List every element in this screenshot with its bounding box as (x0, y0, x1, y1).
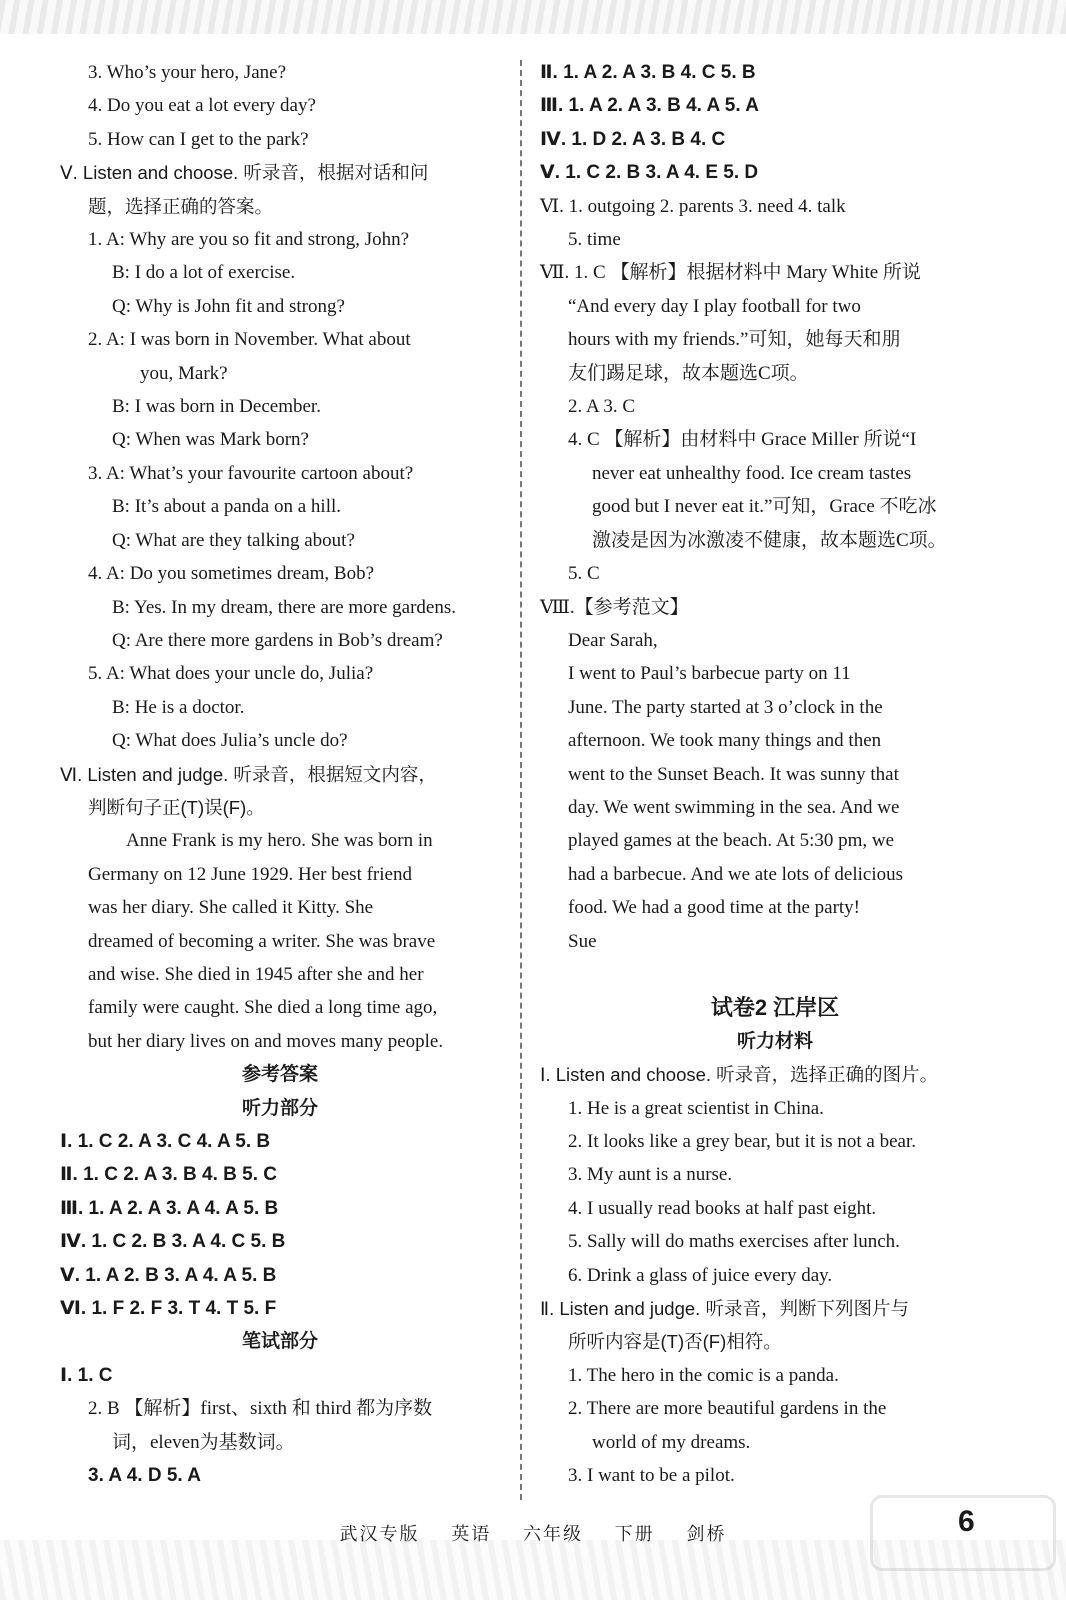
text-line: played games at the beach. At 5:30 pm, we (568, 830, 895, 852)
text-line: Ⅱ. 1. A 2. A 3. B 4. C 5. B (540, 62, 756, 83)
text-line: Ⅲ. 1. A 2. A 3. A 4. A 5. B (60, 1197, 279, 1219)
section-heading: 参考答案 (241, 1064, 318, 1086)
text-line: 3. A: What’s your favourite cartoon about? (88, 462, 414, 484)
text-line: B: Yes. In my dream, there are more gardens. (112, 596, 457, 618)
section-heading: 听力部分 (241, 1097, 318, 1119)
text-line: B: I was born in December. (112, 396, 321, 418)
text-line: Ⅴ. Listen and choose. 听录音，根据对话和问 (60, 162, 429, 184)
text-line: food. We had a good time at the party! (568, 897, 861, 919)
text-line: 5. C (568, 563, 600, 585)
text-line: Ⅱ. Listen and judge. 听录音，判断下列图片与 (540, 1298, 909, 1320)
text-line: world of my dreams. (592, 1431, 751, 1453)
text-line: afternoon. We took many things and then (568, 730, 882, 752)
text-line: Ⅴ. 1. A 2. B 3. A 4. A 5. B (60, 1264, 277, 1286)
text-line: Ⅰ. Listen and choose. 听录音，选择正确的图片。 (540, 1064, 939, 1086)
text-line: Ⅵ. 1. outgoing 2. parents 3. need 4. talk (540, 195, 846, 217)
text-line: “And every day I play football for two (568, 295, 861, 317)
text-line: but her diary lives on and moves many people. (88, 1030, 444, 1052)
text-line: Ⅵ. Listen and judge. 听录音，根据短文内容， (60, 763, 437, 785)
text-line: Germany on 12 June 1929. Her best friend (88, 863, 412, 885)
text-line: Ⅰ. 1. C (60, 1364, 113, 1386)
page-number: 6 (958, 1505, 975, 1538)
right-column (540, 56, 1010, 1492)
text-line: 5. time (568, 229, 621, 251)
footer-edition: 武汉专版 (339, 1524, 420, 1545)
text-line: 词，eleven为基数词。 (112, 1431, 295, 1453)
text-line: 激凌是因为冰激凌不健康，故本题选C项。 (592, 529, 947, 551)
text-line: 3. I want to be a pilot. (568, 1465, 735, 1487)
section-heading: 试卷2 江岸区 (710, 995, 840, 1021)
text-line: 5. Sally will do maths exercises after lunch. (568, 1231, 900, 1253)
text-line: I went to Paul’s barbecue party on 11 (568, 663, 851, 685)
text-line: Sue (568, 930, 597, 952)
text-line: Ⅱ. 1. C 2. A 3. B 4. B 5. C (60, 1164, 278, 1186)
text-line: 2. A 3. C (568, 396, 636, 418)
left-column (60, 56, 500, 1492)
text-line: B: It’s about a panda on a hill. (112, 496, 342, 518)
text-line: 1. The hero in the comic is a panda. (568, 1364, 839, 1386)
section-heading: 听力材料 (736, 1030, 813, 1052)
text-line: Ⅳ. 1. C 2. B 3. A 4. C 5. B (60, 1231, 286, 1253)
text-line (540, 958, 1010, 991)
text-line: 题，选择正确的答案。 (88, 195, 274, 217)
text-line: Q: What does Julia’s uncle do? (112, 730, 348, 752)
footer-grade: 六年级 (523, 1524, 583, 1545)
text-line: 友们踢足球，故本题选C项。 (568, 362, 809, 384)
text-line: 4. Do you eat a lot every day? (88, 95, 316, 117)
text-line: dreamed of becoming a writer. She was brave (88, 930, 436, 952)
text-line: 5. A: What does your uncle do, Julia? (88, 663, 374, 685)
text-line: 判断句子正(T)误(F)。 (88, 796, 265, 818)
text-line: 4. I usually read books at half past eight. (568, 1197, 877, 1219)
text-line: 3. A 4. D 5. A (88, 1465, 201, 1487)
section-heading: 笔试部分 (241, 1331, 318, 1353)
text-line: Q: What are they talking about? (112, 529, 355, 551)
text-line: 6. Drink a glass of juice every day. (568, 1264, 833, 1286)
column-divider (520, 60, 522, 1500)
footer-subject: 英语 (451, 1524, 492, 1545)
text-line: 所听内容是(T)否(F)相符。 (568, 1331, 782, 1353)
text-line: Ⅶ. 1. C 【解析】根据材料中 Mary White 所说 (540, 262, 921, 284)
text-line: Ⅴ. 1. C 2. B 3. A 4. E 5. D (540, 162, 759, 184)
text-line: 1. He is a great scientist in China. (568, 1097, 824, 1119)
text-line: hours with my friends.”可知，她每天和朋 (568, 329, 901, 351)
text-line: Dear Sarah, (568, 629, 658, 651)
text-line: 3. Who’s your hero, Jane? (88, 62, 287, 83)
text-line: 2. There are more beautiful gardens in the (568, 1398, 887, 1420)
text-line: Ⅳ. 1. D 2. A 3. B 4. C (540, 128, 726, 150)
decorative-top-border (0, 0, 1066, 34)
text-line: 4. C 【解析】由材料中 Grace Miller 所说“I (568, 429, 917, 451)
text-line: family were caught. She died a long time ago, (88, 997, 438, 1019)
text-line: 1. A: Why are you so fit and strong, John? (88, 229, 410, 251)
text-line: Q: Are there more gardens in Bob’s dream? (112, 629, 443, 651)
text-line: 3. My aunt is a nurse. (568, 1164, 733, 1186)
text-line: Ⅲ. 1. A 2. A 3. B 4. A 5. A (540, 95, 759, 117)
text-line: day. We went swimming in the sea. And we (568, 796, 900, 818)
text-line: Ⅰ. 1. C 2. A 3. C 4. A 5. B (60, 1131, 271, 1152)
text-line: never eat unhealthy food. Ice cream tastes (592, 462, 912, 484)
text-line: 2. It looks like a grey bear, but it is not a bear. (568, 1131, 917, 1152)
text-line: good but I never eat it.”可知，Grace 不吃冰 (592, 496, 937, 518)
text-line: you, Mark? (140, 362, 228, 384)
text-line: Ⅷ.【参考范文】 (540, 596, 689, 618)
text-line: 5. How can I get to the park? (88, 128, 309, 150)
text-line: went to the Sunset Beach. It was sunny that (568, 763, 899, 785)
text-line: Q: Why is John fit and strong? (112, 295, 345, 317)
text-line: 2. B 【解析】first、sixth 和 third 都为序数 (88, 1398, 433, 1420)
text-line: 4. A: Do you sometimes dream, Bob? (88, 563, 375, 585)
text-line: Q: When was Mark born? (112, 429, 309, 451)
footer-publisher: 剑桥 (686, 1524, 727, 1545)
text-line: and wise. She died in 1945 after she and her (88, 963, 424, 985)
footer-volume: 下册 (614, 1524, 655, 1545)
text-line: was her diary. She called it Kitty. She (88, 897, 374, 919)
text-line: B: I do a lot of exercise. (112, 262, 296, 284)
text-line: 2. A: I was born in November. What about (88, 329, 411, 351)
text-line: had a barbecue. And we ate lots of delicious (568, 863, 904, 885)
text-line: Anne Frank is my hero. She was born in (88, 830, 433, 852)
text-line: June. The party started at 3 o’clock in the (568, 696, 883, 718)
text-line: Ⅵ. 1. F 2. F 3. T 4. T 5. F (60, 1298, 277, 1320)
text-line: B: He is a doctor. (112, 696, 245, 718)
